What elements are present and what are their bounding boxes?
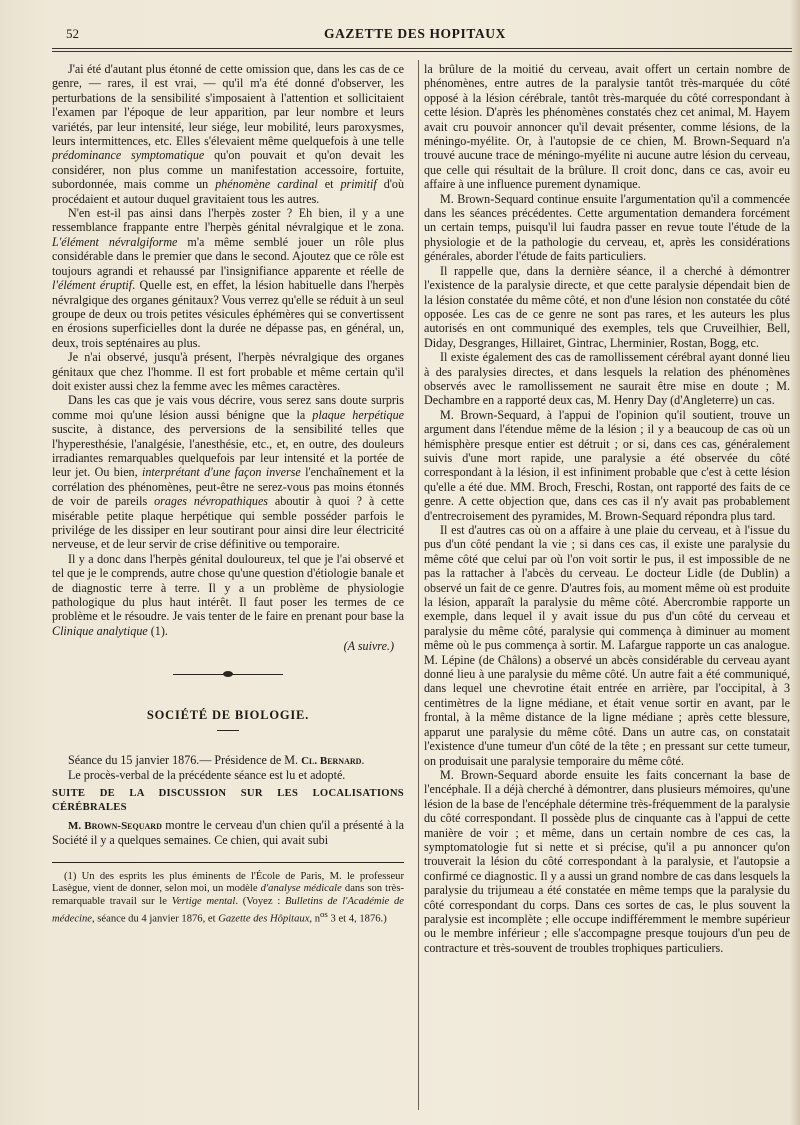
footnote: (1) Un des esprits les plus éminents de l'École de Paris, M. le professeur Lasègue, vient de donner, selon moi, un modèle d'analyse médicale dans son très-remarquable travail sur le Vertige mental. (Voyez : Bulletins de l'Académie de médecine, séance du 4 janvier 1876, et Gazette des Hôpitaux, $n^{os}$ 3 et 4, 1876.): [52, 870, 404, 925]
to-be-continued-note: (A suivre.): [343, 639, 394, 654]
section-heading: SOCIÉTÉ DE BIOLOGIE.: [146, 707, 310, 722]
ornamental-separator: [173, 670, 283, 678]
paragraph: la brûlure de la moitié du cerveau, avait offert un certain nombre de phénomènes, entre autres de la paralysie tantôt très-marquée du côté opposé à la lésion cérébrale, tantôt très-marquée du côté correspondant à cette lésion. D'après les phénomènes constatés chez cet animal, M. Hayem avait cru pouvoir annoncer qu'il devait présenter, comme lésions, de la méningo-myélite. Or, à l'autopsie de ce chien, M. Brown-Sequard n'a trouvé aucune trace de méningo-myélite ni aucune autre lésion du cerveau, que celle qui résultait de la brûlure. Il croit donc, dans ce cas, avoir eu affaire à une influence purement dynamique.: [424, 62, 790, 192]
paragraph: Il y a donc dans l'herpès génital douloureux, tel que je l'ai observé et tel que je le comprends, autre chose qu'une question d'étiologie banale et de diagnostic terre à terre. Il y a un problème de physiologie pathologique du plus haut intérêt. Il faut poser les termes de ce problème et le résoudre. Je vais tenter de le faire en prenant pour base la Clinique analytique (1).: [52, 551, 404, 638]
paragraph: Dans les cas que je vais vous décrire, vous serez sans doute surpris comme moi qu'une lésion aussi bénigne que la plaque herpétique suscite, à distance, des perversions de la sensibilité telles que l'hyperesthésie, l'analgésie, l'anesthésie, etc., et, en outre, des douleurs irradiantes remarquables quelquefois par leur intensité et la portée de leur jet. Ou bien, interprétant d'une façon inverse l'enchaînement et la corrélation des phénomènes, peut-être ne serez-vous pas moins étonnés de voir de pareils orages névropathiques aboutir à quoi ? à cette misérable petite plaque herpétique qui semble posséder parfois le privilége de les dissiper en leur soutirant pour ainsi dire leur électricité nerveuse, et de leur servir de crise définitive ou temporaire.: [52, 393, 405, 552]
minutes-line: Le procès-verbal de la précédente séance est lu et adopté.: [68, 768, 346, 783]
paragraph: M. Brown-Sequard aborde ensuite les faits concernant la base de l'encéphale. Il a déjà cherché à démontrer, dans plusieurs mémoires, qu'une lésion de la base de l'encéphale détermine très-fréquemment de la paralysie du côté correspondant. Il possède plus de cinquante cas à l'appui de cette manière de voir ; et même, dans un certain nombre de ces cas, la symptomatologie fut si nette et si précise, qu'il a pu annoncer qu'on trouverait la lésion du côté correspondant à la paralysie, et l'autopsie a confirmé ce diagnostic. Il y a aussi un grand nombre de cas dans lesquels la paralysie du trijumeau a été constatée en même temps que la paralysie du côté correspondant du corps. Dans ces sortes de cas, le plus souvent la paralysie est incomplète ; elle occupe indifféremment le membre supérieur ou le membre inférieur ; elle s'accompagne presque toujours d'un peu de contracture et très-souvent de troubles trophiques particuliers.: [424, 767, 790, 955]
page-header: [52, 24, 778, 46]
column-divider: [418, 60, 419, 1110]
journal-title: GAZETTE DES HOPITAUX: [323, 26, 507, 41]
paragraph: M. Brown-Sequard continue ensuite l'argumentation qu'il a commencée dans les séances précédentes. Cette argumentation demandera forcément un certain temps, puisqu'il lui faudra passer en revue toute l'étude de la physiologie et de la pathologie du cerveau, et, après les considérations générales, aborder l'étude de faits particuliers.: [424, 191, 790, 264]
paragraph: M. Brown-Sequard montre le cerveau d'un chien qu'il a présenté à la Société il y a quelques semaines. Ce chien, qui avait subi: [52, 817, 404, 848]
header-rule: [52, 48, 792, 52]
heading-dash: [217, 730, 239, 731]
footnote-rule: [52, 862, 404, 863]
paragraph: M. Brown-Sequard, à l'appui de l'opinion qu'il soutient, trouve un argument dans l'étendue même de la lésion ; il y a beaucoup de cas où un hémisphère presque entier est détruit ; or si, dans ces cas, généralement suivis d'une mort rapide, une paralysie a été observée du côté correspondant à la lésion, il est infiniment probable que c'est à cette lésion qu'elle a été due. MM. Broch, Freschi, Rostan, ont rapporté des faits de ce genre. A cette objection que, dans ces cas il n'y avait pas probablement d'entrecroisement des pyramides, M. Brown-Sequard répondra plus tard.: [424, 407, 790, 523]
paragraph: Il rappelle que, dans la dernière séance, il a cherché à démontrer l'existence de la paralysie directe, et que cette paralysie dépendait bien de la lésion constatée du même côté, et non d'une lésion non constatée du côté opposée. Les cas de ce genre ne sont pas rares, et les auteurs les plus autorisés en ont communiqué des exemples, tels que Cruveilhier, Bell, Diday, Desgranges, Hillairet, Gintrac, Lherminier, Rostan, Bogg, etc.: [424, 263, 790, 350]
paragraph: J'ai été d'autant plus étonné de cette omission que, dans les cas de ce genre, — rares, il est vrai, — qu'il m'a été donné d'observer, les perturbations de la sensibilité s'imposaient à l'attention et sollicitaient l'examen par l'époque de leur apparition, par leur nombre et leurs variétés, par leur intensité, leur siége, leur mobilité, leurs paroxysmes, leurs intermittences, etc. Elles s'élevaient même quelquefois à une telle prédominance symptomatique qu'on pouvait et qu'on devait les considérer, non plus comme un manifestation accessoire, fortuite, subordonnée, mais comme un phénomène cardinal et primitif d'où procédaient et autour duquel gravitaient tous les autres.: [52, 62, 405, 206]
page-number: 52: [66, 26, 79, 41]
paragraph: Je n'ai observé, jusqu'à présent, l'herpès névralgique des organes génitaux que chez l'homme. Il est fort probable et même certain qu'il doit exister aussi chez la femme avec les mêmes caractères.: [52, 350, 404, 393]
session-line: Séance du 15 janvier 1876.— Présidence de M. Cl. Bernard.: [68, 753, 365, 768]
right-column: [424, 62, 790, 955]
left-column: [52, 62, 404, 926]
paragraph: Il est d'autres cas où on a affaire à une plaie du cerveau, et à l'issue du pus d'un côté pendant la vie ; si dans ces cas, il existe une paralysie du même côté que celui par où l'on voit sortir le pus, il est impossible de ne pas la rattacher à l'abcès du cerveau. Le docteur Lidle (de Dublin) a observé un fait de ce genre. D'autres fois, au moment même où est produite la lésion, apparaît la paralysie du même côté. Abercrombie rapporte un exemple, dans lequel il y avait issue du pus d'un côté du cerveau et paralysie du même côté, paralysie qui commença à diminuer au moment même où le pus commença à sortir. M. Lafargue rapporte un cas analogue. M. Lépine (de Châlons) a observé un abcès considérable du cerveau ayant donné lieu à une paralysie du même côté. Un autre fait a été communiqué, dans lequel une chevrotine était entrée en arrière, par l'occipital, à 3 centimètres de la ligne médiane, et était venue sortir en avant, par le frontal, à la même distance de la ligne médiane ; après cette blessure, apparut une paralysie du même côté. Dans un autre cas, on constatait l'existence d'une tumeur d'un côté de la tête ; en pressant sur cette tumeur, on produisait une paralysie temporaire du même côté.: [424, 523, 790, 768]
discussion-subheading: SUITE DE LA DISCUSSION SUR LES LOCALISATIONS CÉRÉBRALES: [52, 787, 404, 814]
page-edge-shadow: [790, 0, 800, 1125]
paragraph: Il existe également des cas de ramollissement cérébral ayant donné lieu à des paralysies directes, et dans lesquels la relation des phénomènes observés avec le ramollissement ne saurait être mise en doute ; M. Dechambre en a rapporté deux cas, M. Henry Day (d'Angleterre) un cas.: [424, 350, 790, 408]
paragraph: N'en est-il pas ainsi dans l'herpès zoster ? Eh bien, il y a une ressemblance frappante entre l'herpès génital névralgique et le zona. L'élément névralgiforme m'a même semblé jouer un rôle plus considérable dans le premier que dans le second. Ajoutez que ce rôle est toujours agrandi et rehaussé par l'insignifiance apparente et réelle de l'élément éruptif. Quelle est, en effet, la lésion habituelle dans l'herpès névralgique des organes génitaux? Vous verrez qu'elle se réduit à un seul groupe de deux ou trois petites vésicules éphémères qui se convertissent en érosions superficielles dont la durée ne dépasse pas, en général, un, deux, trois septénaires au plus.: [52, 206, 404, 350]
